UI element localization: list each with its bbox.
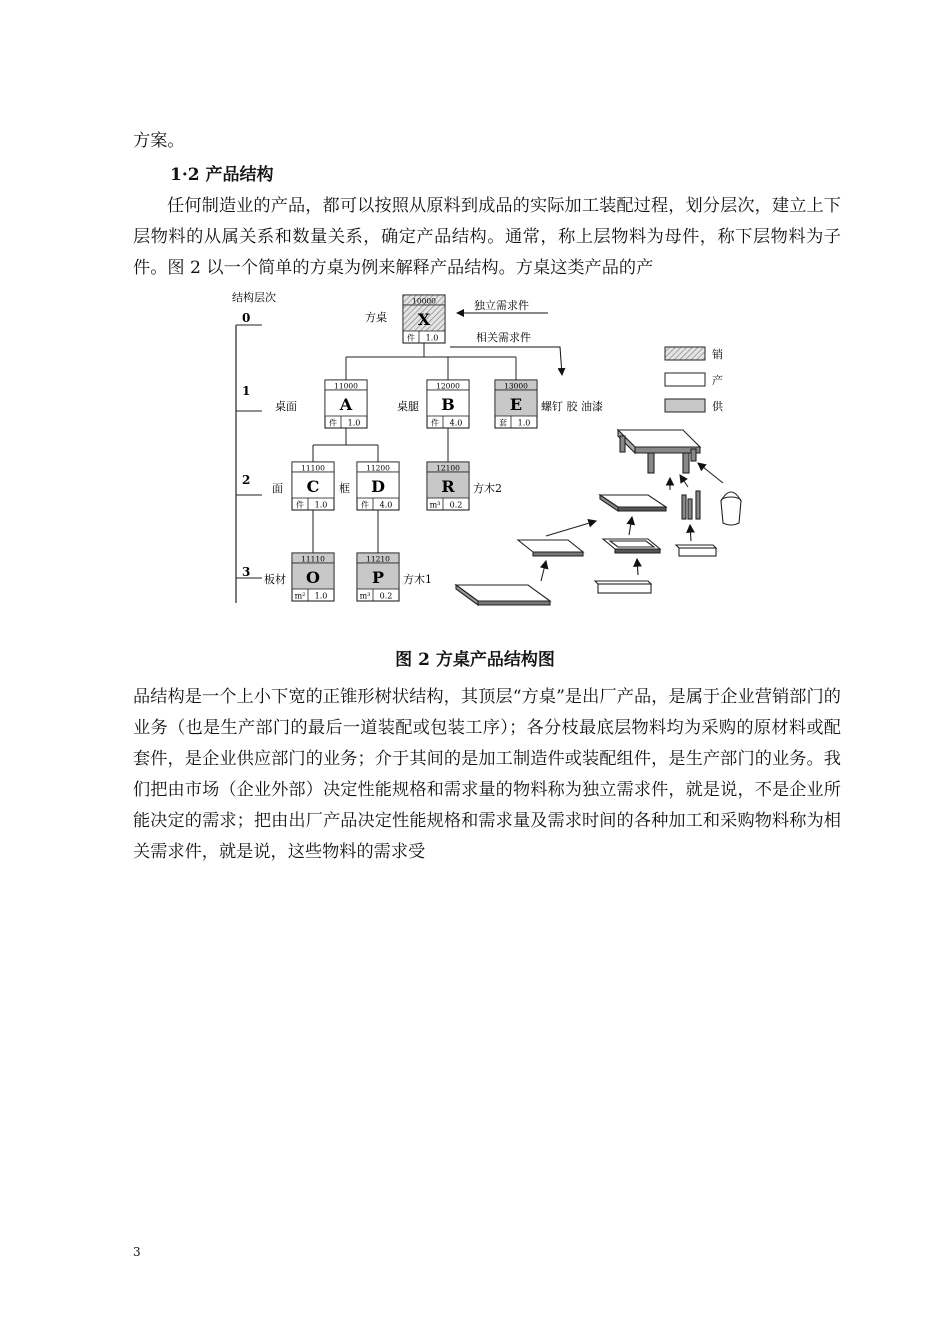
- node-p: [357, 553, 432, 601]
- legend-label: 供: [712, 400, 723, 413]
- legend-item-sales: [665, 347, 723, 361]
- legend-label: 销: [712, 348, 723, 361]
- level-ticks: [236, 325, 262, 578]
- node-qty: 4.0: [379, 500, 393, 510]
- node-code: 10000: [412, 296, 436, 306]
- figure-caption: 图 2 方桌产品结构图: [395, 650, 555, 670]
- tree-connectors: [313, 339, 516, 553]
- node-name: 桌腿: [397, 400, 419, 413]
- legend-swatch: [665, 373, 705, 386]
- product-structure-figure: [228, 285, 758, 620]
- node-code: 12100: [436, 463, 460, 473]
- legend-swatch: [665, 399, 705, 412]
- node-qty: 1.0: [347, 418, 361, 428]
- node-unit: 件: [407, 333, 415, 343]
- node-d: [339, 462, 399, 510]
- node-letter: A: [339, 395, 353, 414]
- legend-item-prod: [665, 373, 723, 387]
- node-unit: 套: [499, 418, 507, 428]
- node-a: [275, 380, 367, 428]
- legend: [665, 347, 724, 413]
- node-name: 方木2: [473, 482, 502, 495]
- node-code: 11100: [301, 463, 325, 473]
- dependent-demand-label: 相关需求件: [476, 331, 531, 344]
- node-unit: m³: [359, 591, 371, 601]
- node-qty: 1.0: [517, 418, 531, 428]
- node-name: 方木1: [403, 573, 432, 586]
- node-qty: 4.0: [449, 418, 463, 428]
- legend-label: 产: [712, 374, 723, 387]
- node-name: 框: [339, 482, 350, 495]
- node-name: 方桌: [365, 311, 387, 324]
- node-letter: O: [306, 568, 320, 587]
- node-code: 11110: [301, 554, 325, 564]
- level-axis-title: 结构层次: [232, 291, 276, 304]
- text-line-top: 方案。: [133, 131, 185, 151]
- node-o: [264, 553, 334, 601]
- node-unit: m²: [294, 591, 306, 601]
- node-name: 螺钉 胶 油漆: [541, 400, 603, 413]
- node-qty: 1.0: [314, 500, 328, 510]
- node-unit: m³: [429, 500, 441, 510]
- node-code: 11200: [366, 463, 390, 473]
- node-name: 面: [272, 482, 283, 495]
- level-label-0: 0: [242, 311, 251, 325]
- paragraph-2: 品结构是一个上小下宽的正锥形树状结构，其顶层“方桌”是出厂产品，是属于企业营销部门的业务（也是生产部门的最后一道装配或包装工序）；各分枝最底层物料均为采购的原材料或配套件，是企业供应部门的业务；介于其间的是加工制造件或装配组件，是生产部门的业务。我们把由市场（企业外部）决定性能规格和需求量的物料称为独立需求件，就是说，不是企业所能决定的需求；把由出厂产品决定性能规格和需求量及需求时间的各种加工和采购物料称为相关需求件，就是说，这些物料的需求受: [133, 687, 841, 862]
- node-c: [272, 462, 334, 510]
- page-number: 3: [133, 1245, 141, 1259]
- node-letter: X: [417, 310, 431, 329]
- node-r: [427, 462, 502, 510]
- independent-demand-label: 独立需求件: [474, 299, 529, 312]
- node-qty: 0.2: [449, 500, 463, 510]
- node-letter: B: [441, 395, 455, 414]
- node-unit: 件: [329, 418, 337, 428]
- node-unit: 件: [361, 500, 369, 510]
- node-unit: 件: [296, 500, 304, 510]
- level-label-1: 1: [242, 384, 251, 398]
- node-letter: D: [371, 477, 385, 496]
- node-letter: C: [306, 477, 320, 496]
- node-qty: 1.0: [314, 591, 328, 601]
- node-code: 11210: [366, 554, 390, 564]
- node-code: 12000: [436, 381, 460, 391]
- level-label-3: 3: [242, 565, 251, 579]
- level-label-2: 2: [242, 473, 251, 487]
- node-letter: E: [509, 395, 523, 414]
- node-qty: 1.0: [425, 333, 439, 343]
- node-x: [365, 295, 445, 343]
- node-letter: P: [371, 568, 385, 587]
- node-code: 13000: [504, 381, 528, 391]
- section-heading: 1·2 产品结构: [170, 165, 274, 185]
- node-name: 桌面: [275, 400, 297, 413]
- paragraph-1: 任何制造业的产品，都可以按照从原料到成品的实际加工装配过程，划分层次，建立上下层物料的从属关系和数量关系，确定产品结构。通常，称上层物料为母件，称下层物料为子件。图 2 以一个简单的方桌为例来解释产品结构。方桌这类产品的产: [133, 196, 841, 278]
- node-qty: 0.2: [379, 591, 393, 601]
- legend-item-supply: [665, 399, 724, 413]
- node-unit: 件: [431, 418, 439, 428]
- node-name: 板材: [264, 573, 286, 586]
- legend-swatch: [665, 347, 705, 360]
- node-e: [495, 380, 603, 428]
- node-b: [397, 380, 469, 428]
- assembly-illustration: [456, 430, 741, 605]
- node-code: 11000: [334, 381, 358, 391]
- node-letter: R: [441, 477, 455, 496]
